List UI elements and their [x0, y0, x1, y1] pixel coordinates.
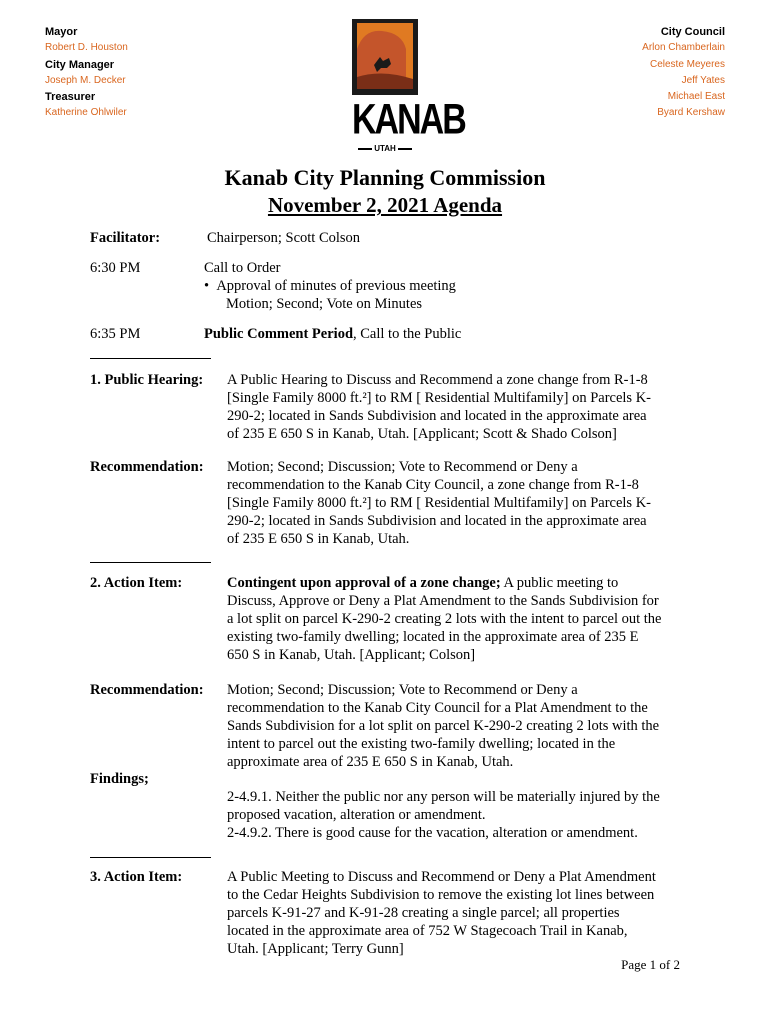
item3-line: located in the approximate area of 752 W Stagecoach Trail in Kanab, — [227, 923, 628, 939]
council-member: Byard Kershaw — [657, 107, 725, 119]
item2-rec-line: approximate area of 235 E 650 S in Kanab, Utah. — [227, 754, 514, 770]
call-to-order-time: 6:30 PM — [90, 260, 141, 276]
page-title: Kanab City Planning Commission — [224, 165, 546, 190]
official-title: City Manager — [45, 58, 115, 71]
council-member: Michael East — [667, 91, 725, 103]
separator — [90, 562, 211, 563]
item1-rec-line: 290-2; located in Sands Subdivision and located in the approximate area — [227, 513, 647, 529]
item3-line: parcels K-91-27 and K-91-28 creating a single parcel; all properties — [227, 905, 620, 921]
official-name: Katherine Ohlwiler — [45, 107, 127, 119]
item1-rec-body — [227, 458, 697, 548]
item2-rec-line: intent to parcel out the existing two-family dwelling; located in the — [227, 736, 616, 752]
item2-rec-line: Sands Subdivision for a lot split on parcel K-290-2 creating 2 lots with the — [227, 718, 660, 734]
item1-line: A Public Hearing to Discuss and Recommend a zone change from R-1-8 — [227, 372, 648, 388]
item2-rec-body — [227, 681, 697, 771]
item3-label: 3. Action Item: — [90, 869, 183, 885]
item2-rec-label: Recommendation: — [90, 682, 204, 698]
item1-rec-line: [Single Family 8000 ft.²] to RM [ Residential Multifamily] on Parcels K- — [227, 495, 651, 511]
council-member: Jeff Yates — [681, 74, 725, 86]
item2-bold-lead: Contingent upon approval of a zone change; — [227, 575, 501, 591]
logo-sub — [352, 144, 418, 153]
council-member: Celeste Meyeres — [649, 58, 725, 70]
item3-line: A Public Meeting to Discuss and Recommend or Deny a Plat Amendment — [227, 869, 656, 885]
officials-left — [45, 24, 128, 122]
finding-line: 2-4.9.2. There is good cause for the vacation, alteration or amendment. — [227, 825, 638, 841]
item2-findings-label: Findings; — [90, 771, 149, 787]
official-title: Treasurer — [45, 91, 96, 104]
separator — [90, 857, 211, 858]
facilitator-value: Chairperson; Scott Colson — [207, 230, 361, 246]
item2-line: a lot split on parcel K-290-2 creating 2 lots with the intent to parcel out the — [227, 611, 662, 627]
item2-first-rest: A public meeting to — [500, 575, 619, 591]
item1-rec-line: of 235 E 650 S in Kanab, Utah. — [227, 531, 410, 547]
item2-body — [227, 574, 697, 664]
facilitator-label: Facilitator: — [90, 230, 161, 246]
item3-line: to the Cedar Heights Subdivision to remove the existing lot lines between — [227, 887, 655, 903]
agenda-date — [0, 193, 770, 218]
finding-line: proposed vacation, alteration or amendment. — [227, 807, 486, 823]
item1-line: [Single Family 8000 ft.²] to RM [ Residential Multifamily] on Parcels K- — [227, 390, 651, 406]
separator — [90, 358, 211, 359]
item2-line: existing two-family dwelling; located in the approximate area of 235 E — [227, 629, 639, 645]
item2-first-line — [227, 574, 697, 592]
item2-rec-line: Motion; Second; Discussion; Vote to Recommend or Deny a — [227, 682, 578, 698]
logo-word: KANAB — [352, 96, 465, 144]
item1-rec-label: Recommendation: — [90, 459, 204, 475]
item3-body — [227, 868, 697, 958]
official-name: Joseph M. Decker — [45, 74, 126, 86]
item2-line: 650 S in Kanab, Utah. [Applicant; Colson] — [227, 647, 476, 663]
item1-rec-line: Motion; Second; Discussion; Vote to Recommend or Deny a — [227, 459, 578, 475]
kanab-logo-mark — [352, 19, 418, 95]
item2-findings-body — [227, 788, 697, 842]
public-comment-bold: Public Comment Period — [204, 326, 354, 342]
official-title: Mayor — [45, 26, 78, 38]
logo-sub-text: UTAH — [374, 144, 396, 153]
item1-rec-line: recommendation to the Kanab City Council, a zone change from R-1-8 — [227, 477, 639, 493]
item1-line: 290-2; located in Sands Subdivision and located in the approximate area — [227, 408, 647, 424]
item3-line: Utah. [Applicant; Terry Gunn] — [227, 941, 404, 957]
item2-label: 2. Action Item: — [90, 575, 183, 591]
call-to-order-heading: Call to Order — [204, 260, 281, 276]
city-council — [642, 24, 725, 122]
page-number: Page 1 of 2 — [621, 957, 680, 972]
item1-body — [227, 371, 697, 443]
official-name: Robert D. Houston — [45, 42, 128, 54]
public-comment-time: 6:35 PM — [90, 326, 141, 342]
minutes-motion: Motion; Second; Vote on Minutes — [226, 296, 423, 312]
item2-line: Discuss, Approve or Deny a Plat Amendment to the Sands Subdivision for — [227, 593, 659, 609]
bullet-icon: • — [204, 278, 217, 294]
finding-line: 2-4.9.1. Neither the public nor any person will be materially injured by the — [227, 789, 660, 805]
public-comment — [204, 325, 461, 343]
bullet-text: Approval of minutes of previous meeting — [216, 278, 456, 294]
item1-line: of 235 E 650 S in Kanab, Utah. [Applicant; Scott & Shado Colson] — [227, 426, 617, 442]
item1-label: 1. Public Hearing: — [90, 372, 204, 388]
council-member: Arlon Chamberlain — [642, 42, 725, 54]
council-title: City Council — [660, 26, 725, 38]
public-comment-rest: , Call to the Public — [353, 326, 462, 342]
item2-rec-line: recommendation to the Kanab City Council for a Plat Amendment to the — [227, 700, 648, 716]
minutes-bullet — [204, 277, 456, 295]
agenda-date-text: November 2, 2021 Agenda — [267, 193, 503, 217]
